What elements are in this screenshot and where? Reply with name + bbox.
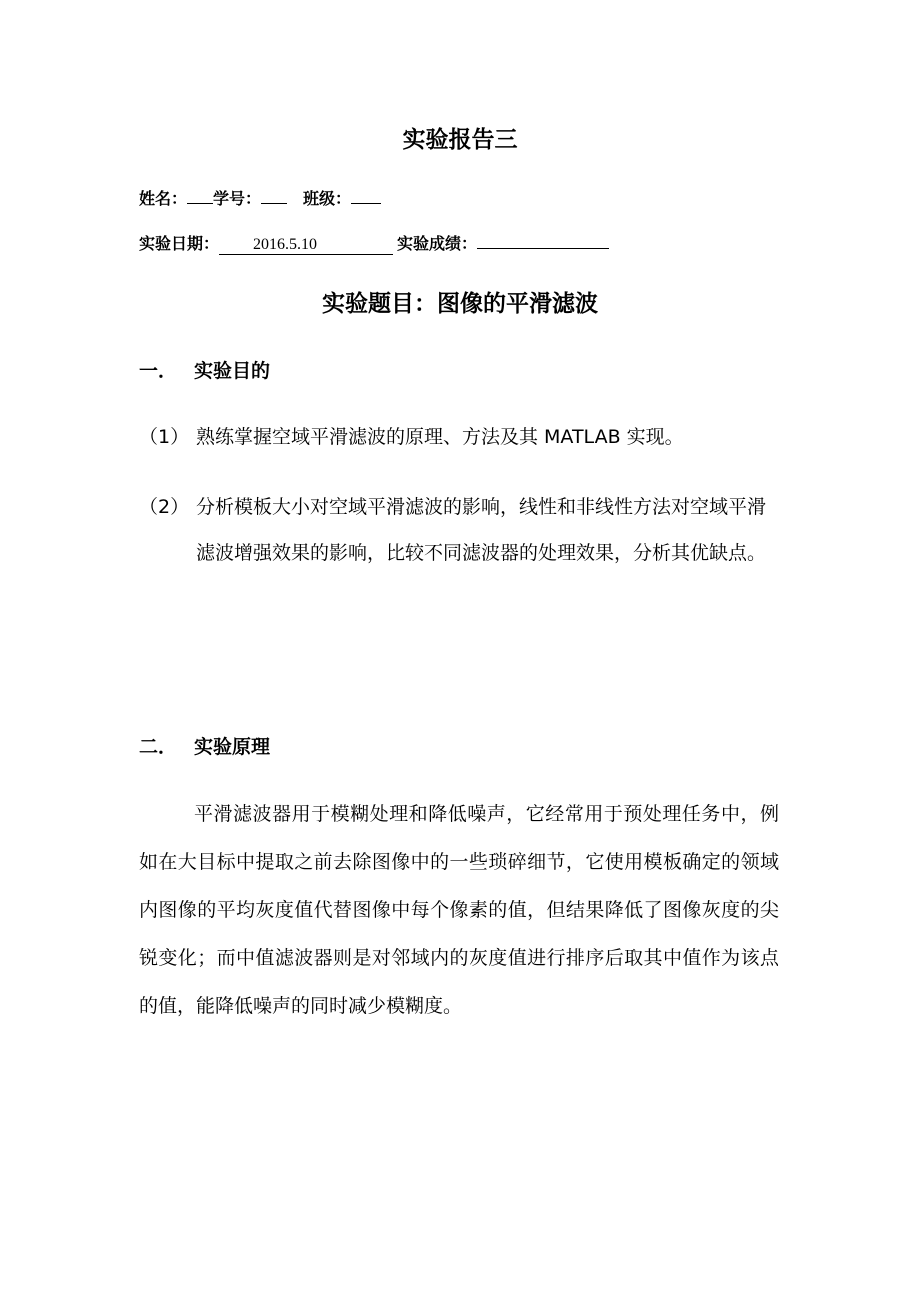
name-label: 姓名： bbox=[139, 189, 188, 208]
score-label: 实验成绩： bbox=[397, 234, 478, 253]
student-info-line bbox=[139, 186, 381, 209]
section-number: 二． bbox=[139, 736, 178, 758]
score-blank bbox=[477, 248, 609, 249]
section-number: 一． bbox=[139, 360, 178, 382]
section-heading-objectives bbox=[139, 356, 270, 383]
class-blank bbox=[351, 203, 381, 204]
section-title: 实验目的 bbox=[194, 360, 271, 382]
item-text: 分析模板大小对空域平滑滤波的影响，线性和非线性方法对空域平滑滤波增强效果的影响，比较不同滤波器的处理效果，分析其优缺点。 bbox=[196, 496, 767, 564]
principle-paragraph: 平滑滤波器用于模糊处理和降低噪声，它经常用于预处理任务中，例如在大目标中提取之前去除图像中的一些琐碎细节，它使用模板确定的领域内图像的平均灰度值代替图像中每个像素的值，但结果降低了图像灰度的尖锐变化；而中值滤波器则是对邻域内的灰度值进行排序后取其中值作为该点的值，能降低噪声的同时减少模糊度。 bbox=[139, 803, 779, 1017]
report-title: 实验报告三 bbox=[402, 127, 518, 153]
objective-item-1 bbox=[139, 414, 779, 460]
student-id-label: 学号： bbox=[213, 189, 262, 208]
date-score-line bbox=[139, 231, 609, 255]
objective-item-2 bbox=[139, 484, 779, 576]
student-id-blank bbox=[261, 203, 287, 204]
item-text: 熟练掌握空域平滑滤波的原理、方法及其 MATLAB 实现。 bbox=[196, 426, 684, 448]
section-heading-principle bbox=[139, 732, 270, 759]
section-title: 实验原理 bbox=[194, 736, 271, 758]
item-marker: （1） bbox=[139, 426, 190, 448]
class-label: 班级： bbox=[303, 189, 352, 208]
date-value: 2016.5.10 bbox=[219, 236, 393, 255]
item-marker: （2） bbox=[139, 496, 190, 518]
date-label: 实验日期： bbox=[139, 234, 220, 253]
name-blank bbox=[187, 203, 213, 204]
topic-title: 实验题目：图像的平滑滤波 bbox=[322, 291, 598, 317]
